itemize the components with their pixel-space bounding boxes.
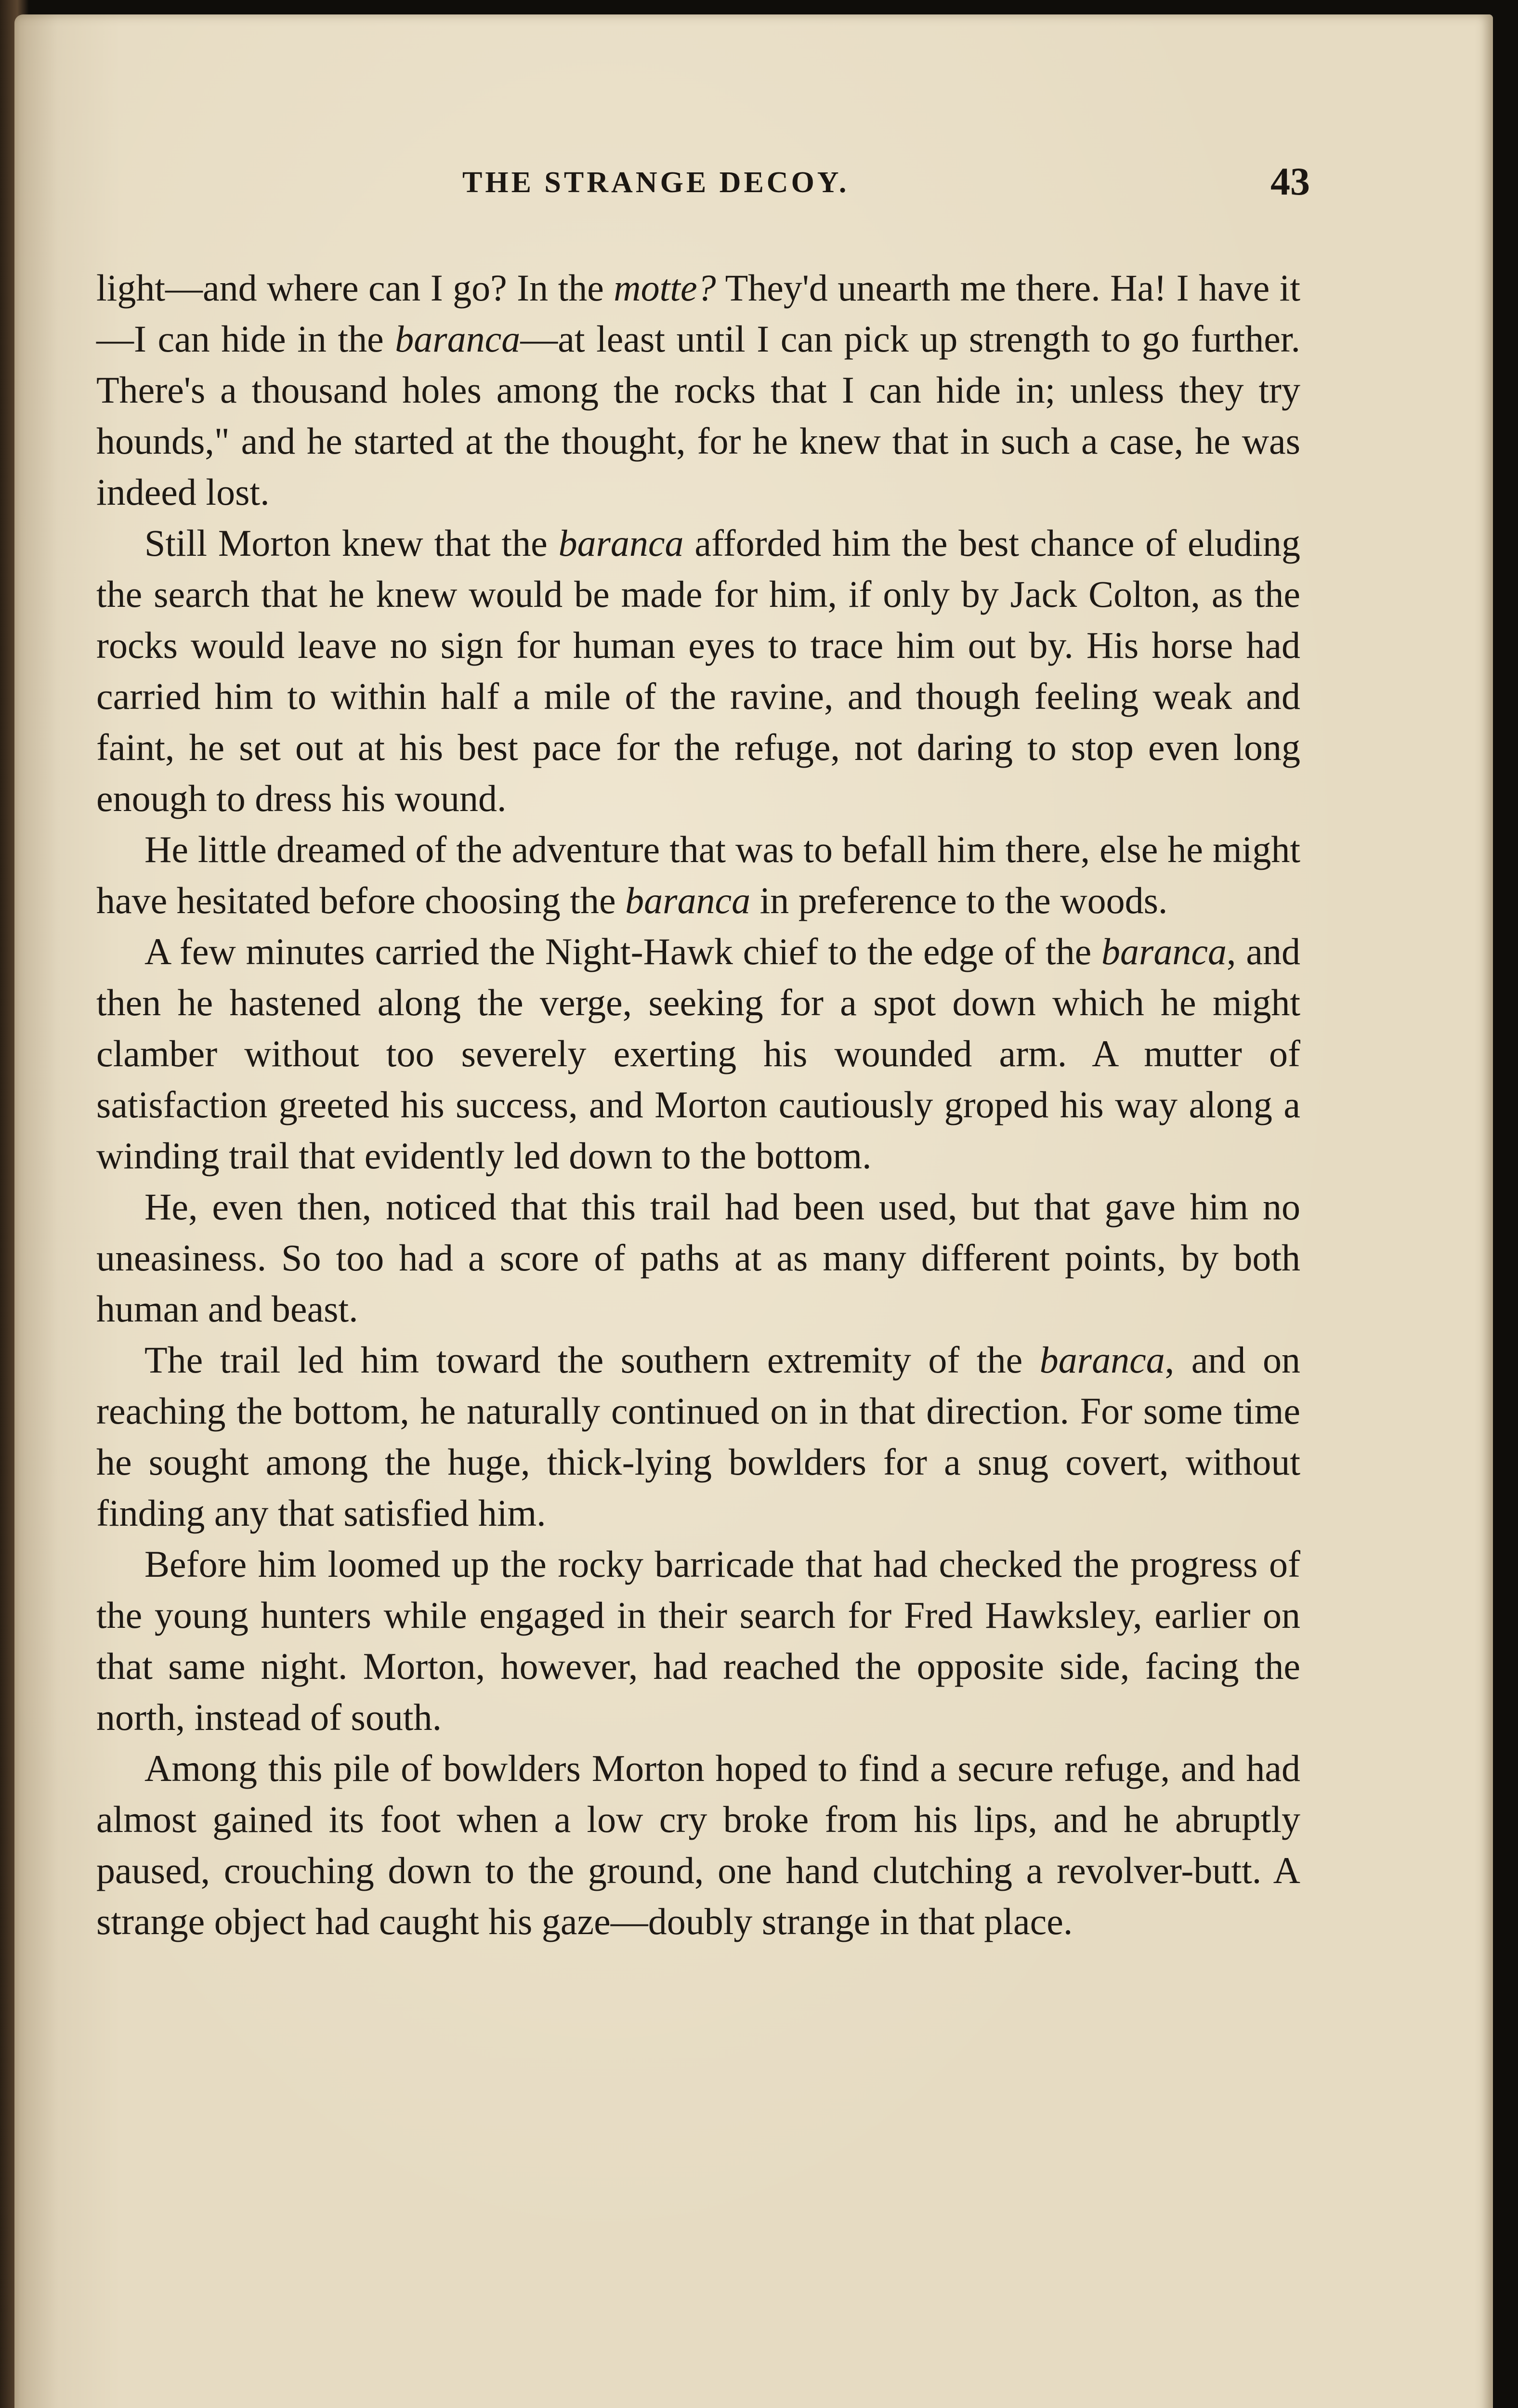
page-header — [462, 159, 1320, 217]
text-run: , and then he hastened along the verge, seeking for a spot down which he might clamber without too severely exerting his wounded arm. A mutter of satisfaction greeted his success, and Morton cautiously groped his way along a winding trail that evidently led down to the bottom. — [96, 930, 1300, 1177]
text-run: He, even then, noticed that this trail had been used, but that gave him no uneasiness. So too had a score of paths at as many different points, by both human and beast. — [96, 1186, 1300, 1330]
italic-run: motte? — [614, 267, 716, 309]
paragraph — [96, 1335, 1300, 1539]
text-run: A few minutes carried the Night-Hawk chief to the edge of the — [144, 930, 1102, 972]
text-run: —at least until I can pick up strength to go further. There's a thousand holes among the rocks that I can hide in; unless they try hounds," and he started at the thought, for he knew that in such a case, he was indeed lost. — [96, 318, 1300, 513]
italic-run: baranca — [558, 522, 684, 564]
italic-run: baranca — [1101, 930, 1227, 972]
paragraph — [96, 926, 1300, 1181]
page-number: 43 — [1270, 159, 1310, 203]
paragraph — [96, 824, 1300, 926]
text-run: The trail led him toward the southern extremity of the — [144, 1339, 1040, 1381]
paragraph — [96, 518, 1300, 824]
italic-run: baranca — [1039, 1339, 1165, 1381]
running-title: THE STRANGE DECOY. — [462, 166, 850, 199]
text-run: in preference to the woods. — [750, 879, 1168, 921]
paragraph — [96, 1743, 1300, 1947]
text-run: They'd unearth me there. Ha! I have it—I can hide in the — [96, 267, 1300, 360]
text-run: Before him loomed up the rocky barricade that had checked the progress of the young hunters while engaged in their search for Fred Hawksley, earlier on that same night. Morton, however, had reached the opposite side, facing the north, instead of south. — [96, 1543, 1300, 1738]
text-run: , and on reaching the bottom, he naturally continued on in that direction. For some time he sought among the huge, thick-lying bowlders for a snug covert, without finding any that satisfied him. — [96, 1339, 1300, 1534]
paragraph — [96, 1181, 1300, 1335]
text-run: He little dreamed of the adventure that was to befall him there, else he might have hesitated before choosing the — [96, 828, 1300, 921]
text-run: afforded him the best chance of eluding the search that he knew would be made for him, if only by Jack Colton, as the rocks would leave no sign for human eyes to trace him out by. His horse had carried him to within half a mile of the ravine, and though feeling weak and faint, he set out at his best pace for the refuge, not daring to stop even long enough to dress his wound. — [96, 522, 1301, 819]
italic-run: baranca — [625, 879, 751, 921]
text-run: Still Morton knew that the — [144, 522, 559, 564]
body-text — [96, 262, 1300, 1947]
paragraph — [96, 262, 1300, 518]
text-run: Among this pile of bowlders Morton hoped to find a secure refuge, and had almost gained its foot when a low cry broke from his lips, and he abruptly paused, crouching down to the ground, one hand clutching a revolver-butt. A strange object had caught his gaze—doubly strange in that place. — [96, 1747, 1300, 1942]
paragraph — [96, 1539, 1300, 1743]
italic-run: baranca — [395, 318, 521, 360]
text-run: light—and where can I go? In the — [96, 267, 614, 309]
